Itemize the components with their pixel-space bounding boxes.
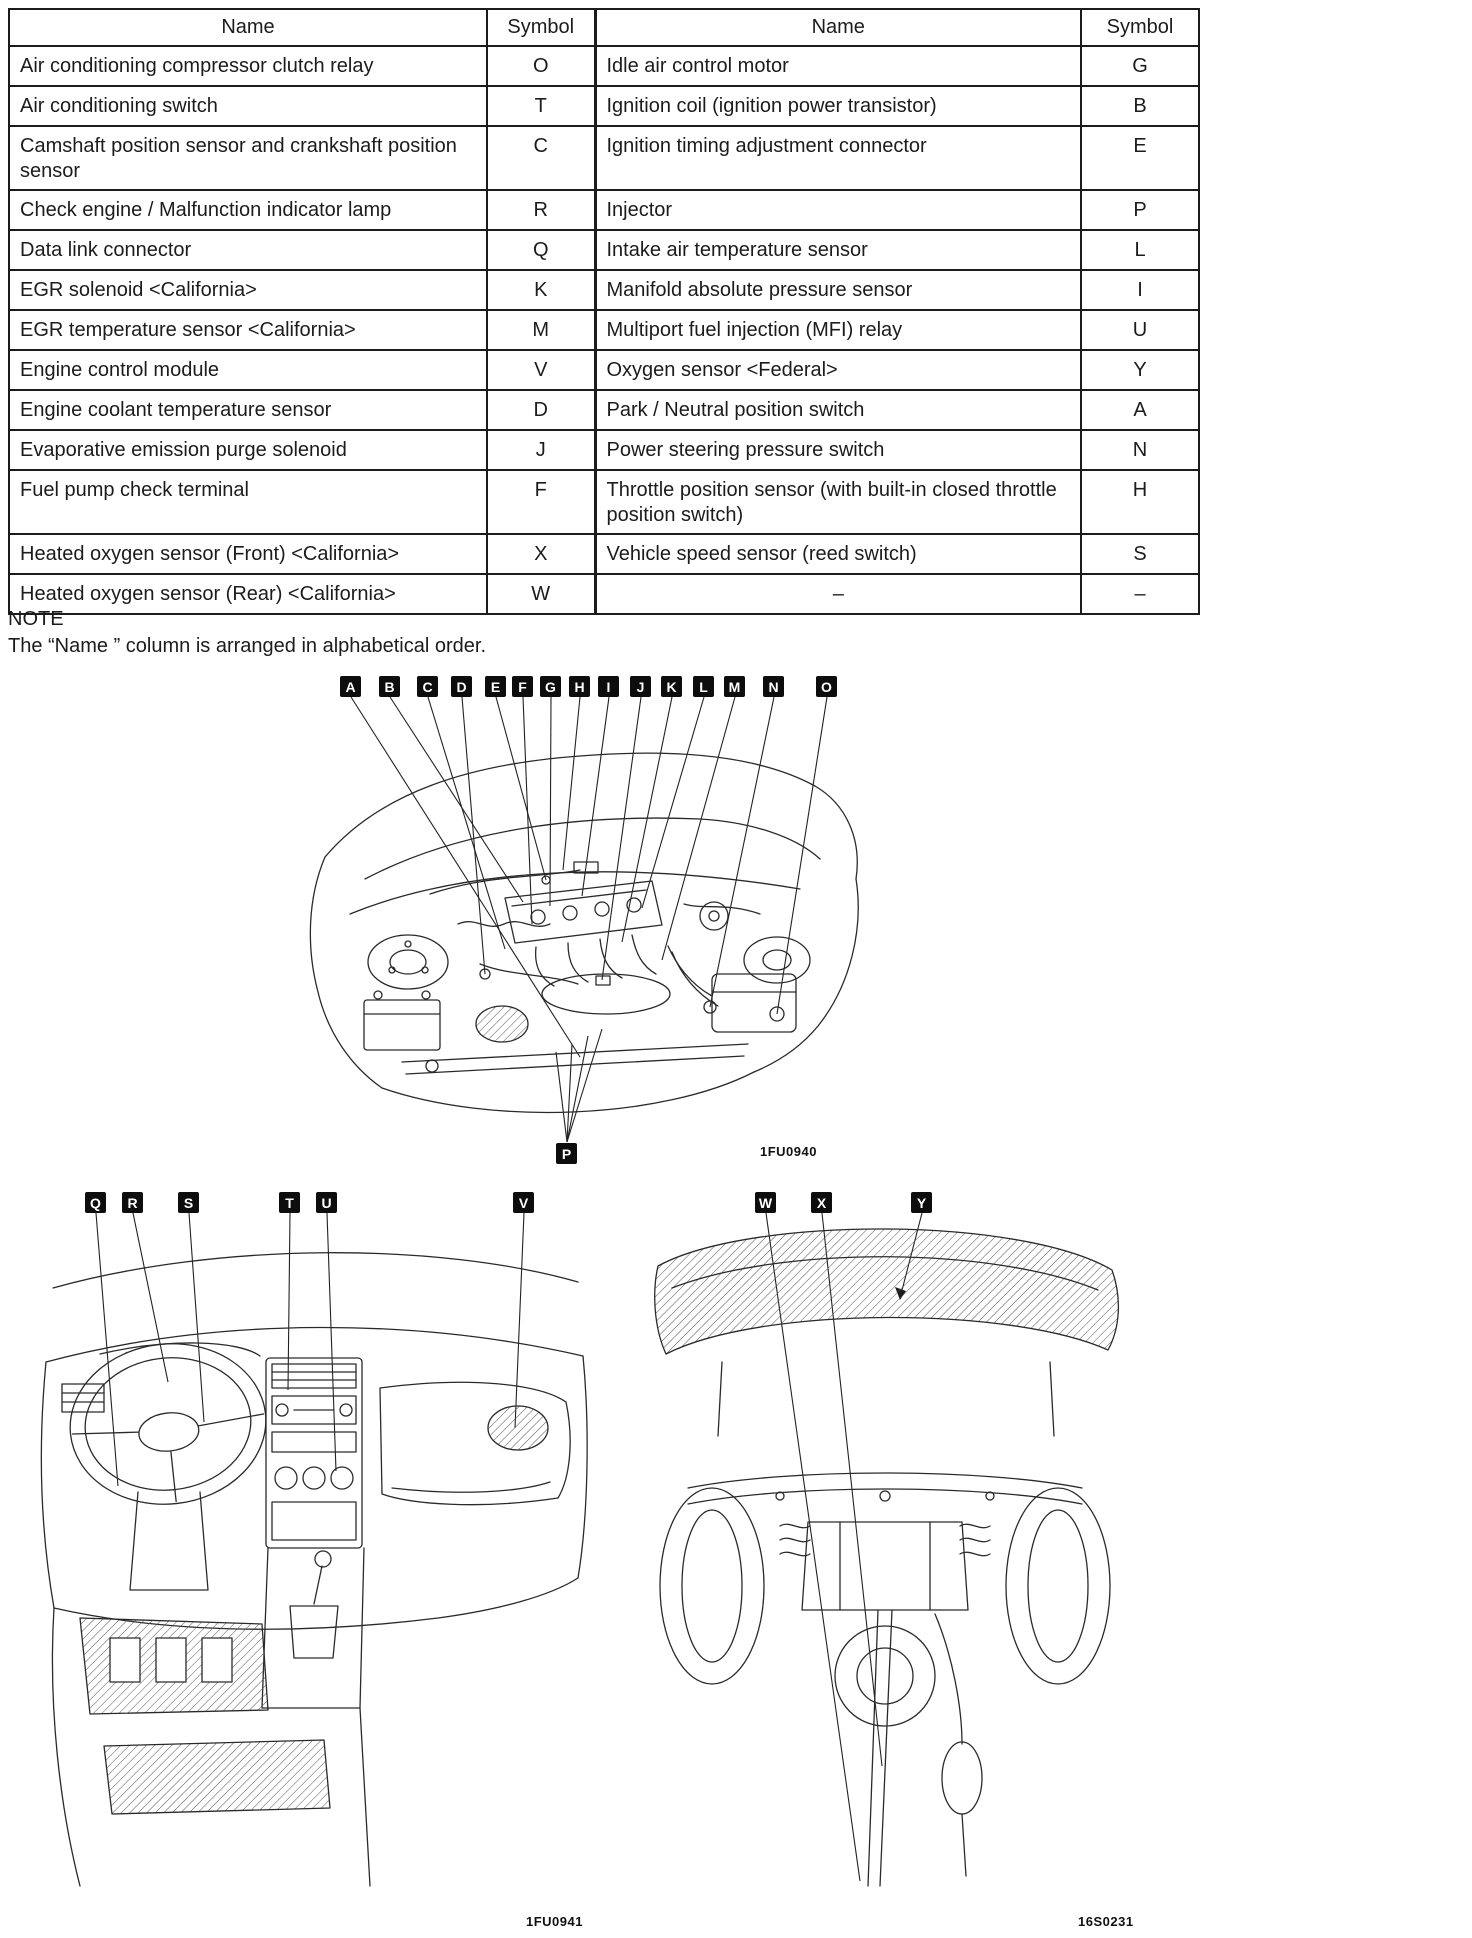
component-symbol: C (487, 126, 595, 190)
header-symbol-right: Symbol (1081, 9, 1199, 46)
component-name: Idle air control motor (595, 46, 1081, 86)
header-name-left: Name (9, 9, 487, 46)
components-table (8, 8, 1200, 615)
underbody-drawing (655, 1229, 1119, 1886)
component-symbol: T (487, 86, 595, 126)
callout-L: L (693, 676, 714, 697)
component-symbol: Q (487, 230, 595, 270)
callout-P: P (556, 1143, 577, 1164)
component-name: Evaporative emission purge solenoid (9, 430, 487, 470)
table-row (9, 470, 1199, 534)
header-name-right: Name (595, 9, 1081, 46)
component-name: Data link connector (9, 230, 487, 270)
callout-M: M (724, 676, 745, 697)
component-name: Injector (595, 190, 1081, 230)
component-name: Engine coolant temperature sensor (9, 390, 487, 430)
engine-bay-line-art (280, 662, 940, 1177)
component-name: Intake air temperature sensor (595, 230, 1081, 270)
callout-V: V (513, 1192, 534, 1213)
callout-O: O (816, 676, 837, 697)
component-symbol: E (1081, 126, 1199, 190)
component-symbol: – (1081, 574, 1199, 614)
table-row (9, 86, 1199, 126)
table-row (9, 390, 1199, 430)
component-name: Manifold absolute pressure sensor (595, 270, 1081, 310)
dashboard-leader-lines (96, 1213, 524, 1486)
note-text: The “Name ” column is arranged in alphabetical order. (8, 635, 487, 657)
table-row (9, 46, 1199, 86)
component-name: Ignition timing adjustment connector (595, 126, 1081, 190)
component-symbol: B (1081, 86, 1199, 126)
component-symbol: V (487, 350, 595, 390)
component-name: Air conditioning switch (9, 86, 487, 126)
figure-code: 1FU0940 (760, 1144, 817, 1159)
component-name: EGR solenoid <California> (9, 270, 487, 310)
table-row (9, 230, 1199, 270)
callout-R: R (122, 1192, 143, 1213)
callout-U: U (316, 1192, 337, 1213)
table-row (9, 350, 1199, 390)
table-row (9, 430, 1199, 470)
component-symbol: J (487, 430, 595, 470)
component-symbol: I (1081, 270, 1199, 310)
component-name: Power steering pressure switch (595, 430, 1081, 470)
component-symbol: O (487, 46, 595, 86)
header-symbol-left: Symbol (487, 9, 595, 46)
callout-X: X (811, 1192, 832, 1213)
component-symbol: W (487, 574, 595, 614)
component-symbol: L (1081, 230, 1199, 270)
callout-E: E (485, 676, 506, 697)
component-symbol: M (487, 310, 595, 350)
callout-N: N (763, 676, 784, 697)
component-symbol: F (487, 470, 595, 534)
table-row (9, 190, 1199, 230)
component-name: Vehicle speed sensor (reed switch) (595, 534, 1081, 574)
callout-A: A (340, 676, 361, 697)
component-name: Heated oxygen sensor (Front) <California> (9, 534, 487, 574)
callout-F: F (512, 676, 533, 697)
callout-Y: Y (911, 1192, 932, 1213)
table-row (9, 534, 1199, 574)
component-name: Air conditioning compressor clutch relay (9, 46, 487, 86)
component-name: Camshaft position sensor and crankshaft position sensor (9, 126, 487, 190)
callout-G: G (540, 676, 561, 697)
component-symbol: P (1081, 190, 1199, 230)
component-name: Fuel pump check terminal (9, 470, 487, 534)
component-name: Ignition coil (ignition power transistor) (595, 86, 1081, 126)
note-block (8, 606, 486, 660)
component-name: Heated oxygen sensor (Rear) <California> (9, 574, 487, 614)
table-row (9, 126, 1199, 190)
component-symbol: N (1081, 430, 1199, 470)
injector-leader-lines (556, 1029, 602, 1142)
callout-B: B (379, 676, 400, 697)
component-name: Check engine / Malfunction indicator lamp (9, 190, 487, 230)
callout-W: W (755, 1192, 776, 1213)
component-symbol: K (487, 270, 595, 310)
component-name: – (595, 574, 1081, 614)
component-symbol: X (487, 534, 595, 574)
callout-T: T (279, 1192, 300, 1213)
figure-code: 16S0231 (1078, 1914, 1134, 1929)
component-symbol: S (1081, 534, 1199, 574)
rear-underbody-figure (630, 1186, 1140, 1936)
component-name: EGR temperature sensor <California> (9, 310, 487, 350)
callout-J: J (630, 676, 651, 697)
table-row (9, 310, 1199, 350)
table-header-row (9, 9, 1199, 46)
callout-Q: Q (85, 1192, 106, 1213)
engine-bay-figure (280, 662, 940, 1177)
component-symbol: R (487, 190, 595, 230)
engine-drawing (310, 753, 858, 1112)
component-name: Throttle position sensor (with built-in closed throttle position switch) (595, 470, 1081, 534)
component-name: Engine control module (9, 350, 487, 390)
note-title: NOTE (8, 608, 64, 630)
dashboard-line-art (18, 1186, 603, 1936)
engine-leader-lines (351, 697, 827, 1057)
component-symbol: A (1081, 390, 1199, 430)
callout-I: I (598, 676, 619, 697)
component-symbol: D (487, 390, 595, 430)
component-symbol: Y (1081, 350, 1199, 390)
callout-C: C (417, 676, 438, 697)
component-name: Oxygen sensor <Federal> (595, 350, 1081, 390)
callout-H: H (569, 676, 590, 697)
callout-S: S (178, 1192, 199, 1213)
component-name: Park / Neutral position switch (595, 390, 1081, 430)
dashboard-figure (18, 1186, 603, 1936)
callout-K: K (661, 676, 682, 697)
callout-D: D (451, 676, 472, 697)
figure-code: 1FU0941 (526, 1914, 583, 1929)
rear-underbody-line-art (630, 1186, 1140, 1936)
component-symbol: H (1081, 470, 1199, 534)
dashboard-drawing (41, 1253, 587, 1886)
component-name: Multiport fuel injection (MFI) relay (595, 310, 1081, 350)
table-row (9, 270, 1199, 310)
component-symbol: U (1081, 310, 1199, 350)
component-symbol: G (1081, 46, 1199, 86)
